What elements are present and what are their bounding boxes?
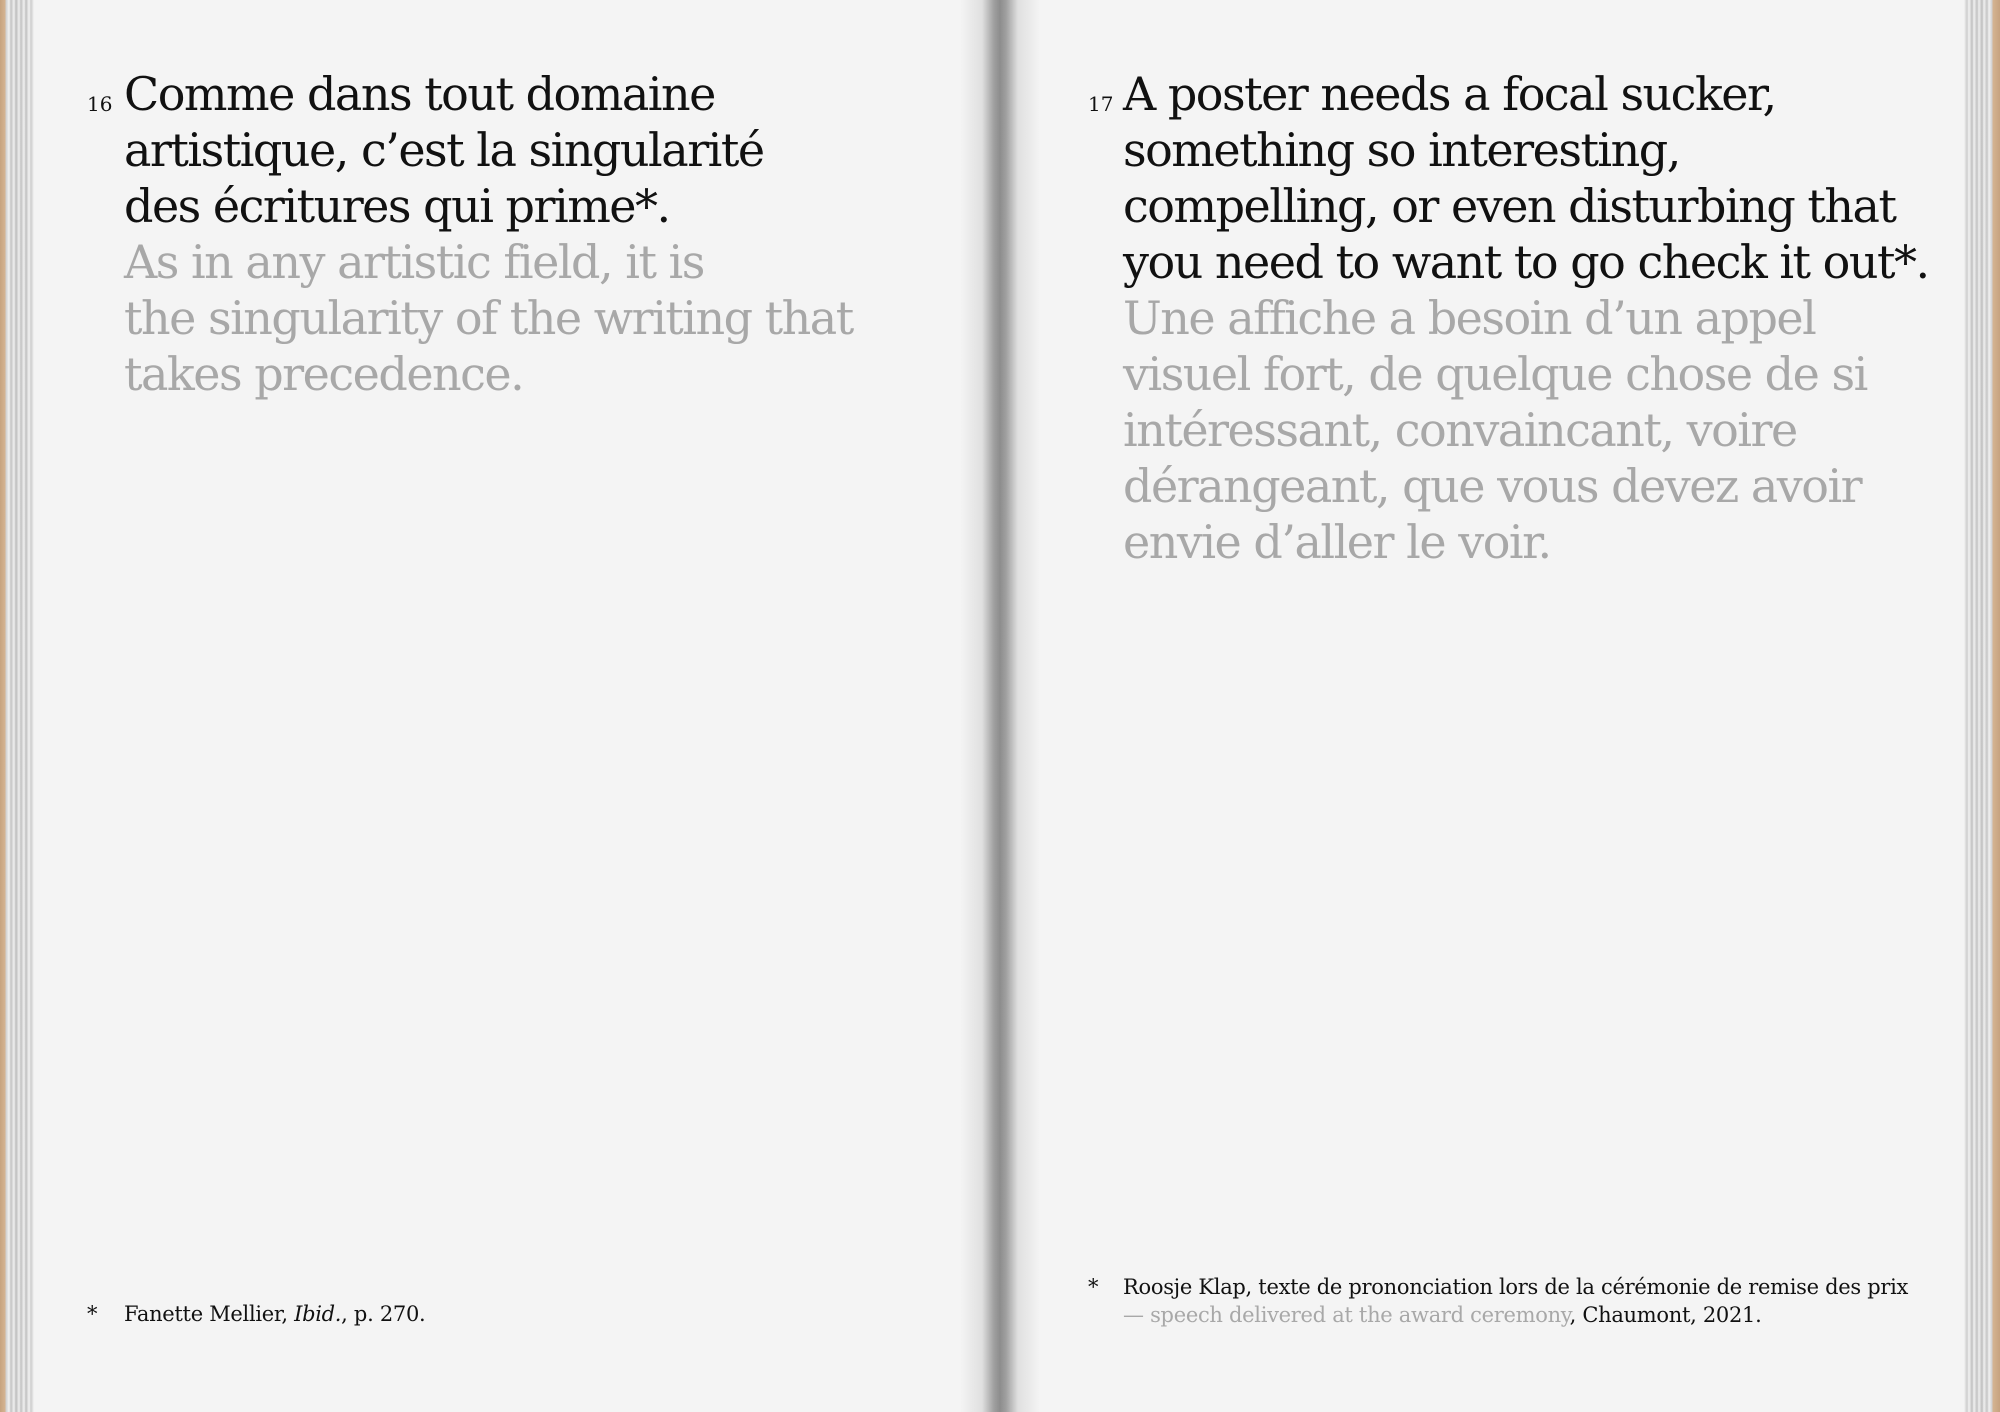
footnote-page: , p. 270. [341,1302,426,1326]
right-page-number: 17 [1088,92,1114,116]
translation-line: envie d’aller le voir. [1123,515,1551,569]
right-quote [1123,66,1929,570]
footnote-translation: — speech delivered at the award ceremony [1123,1303,1570,1327]
translation-line: visuel fort, de quelque chose de si [1123,347,1867,401]
quote-line: A poster needs a focal sucker, [1123,67,1776,121]
quote-line: des écritures qui prime*. [124,179,670,233]
page-edges-left [0,0,36,1412]
footnote-author: Fanette Mellier, [124,1302,295,1326]
right-quote-translation [1123,290,1929,570]
right-footnote [1088,1273,1909,1329]
quote-line: compelling, or even disturbing that [1123,179,1896,233]
quote-line: artistique, c’est la singularité [124,123,764,177]
left-quote [124,66,853,402]
left-quote-french [124,66,853,234]
footnote-marker: * [1088,1275,1099,1299]
left-page-number: 16 [87,92,113,116]
book-gutter [960,0,1040,1412]
translation-line: intéressant, convaincant, voire [1123,403,1797,457]
right-quote-english [1123,66,1929,290]
footnote-marker: * [87,1302,98,1326]
footnote-line: Roosje Klap, texte de prononciation lors de la cérémonie de remise des prix [1123,1275,1909,1299]
quote-line: something so interesting, [1123,123,1680,177]
footnote-place-date: , Chaumont, 2021. [1569,1303,1762,1327]
page-edges-right [1960,0,2000,1412]
translation-line: As in any artistic field, it is [124,235,704,289]
footnote-title: Ibid. [294,1302,342,1326]
quote-line: Comme dans tout domaine [124,67,715,121]
quote-line: you need to want to go check it out*. [1123,235,1929,289]
footnote-line [1123,1301,1908,1329]
left-footnote [87,1300,426,1328]
translation-line: takes precedence. [124,347,524,401]
translation-line: the singularity of the writing that [124,291,853,345]
translation-line: Une affiche a besoin d’un appel [1123,291,1816,345]
left-quote-translation [124,234,853,402]
translation-line: dérangeant, que vous devez avoir [1123,459,1862,513]
